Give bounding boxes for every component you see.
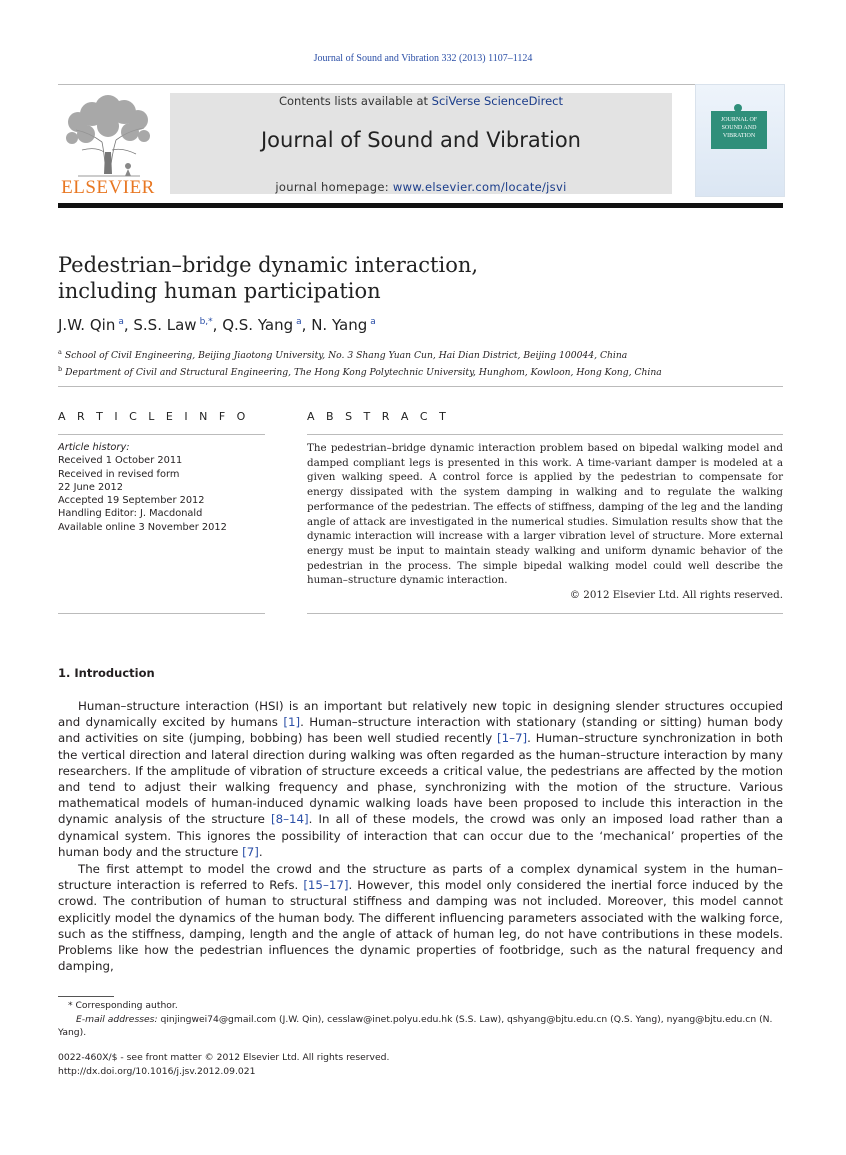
footnote-rule [58, 996, 114, 997]
author-name: S.S. Law [133, 316, 197, 334]
homepage-link[interactable]: www.elsevier.com/locate/jsvi [392, 180, 567, 194]
article-title: Pedestrian–bridge dynamic interaction, including human participation [58, 253, 479, 303]
history-item: Received 1 October 2011 [58, 455, 183, 467]
citation-link[interactable]: [7] [242, 844, 259, 859]
contents-line [170, 94, 672, 108]
citation-link[interactable]: [15–17] [303, 878, 349, 893]
paragraph-text: . Human–structure synchronization in both the vertical direction and lateral direction during walking was often regarded as the human–structure interaction by many researchers. If the amplitude of vibration of structure exceeds a critical value, the pedestrians are affected by the motion and tend to adjust their walking frequency and phase, synchronizing with the motion of the structure. Various mathematical models of human-induced dynamic walking loads have been proposed to include this interaction in the dynamic analysis of the structure [58, 731, 783, 827]
history-item: Handling Editor: J. Macdonald [58, 508, 203, 520]
abstract-copyright: © 2012 Elsevier Ltd. All rights reserved. [569, 589, 783, 601]
affiliation-text: Department of Civil and Structural Engineering, The Hong Kong Polytechnic University, Hunghom, Kowloon, Hong Kong, China [65, 366, 662, 378]
author-affil-link[interactable]: a [118, 317, 124, 327]
author-name: J.W. Qin [58, 316, 116, 334]
paragraph-text: . Human–structure interaction with stationary (standing or sitting) human body and activities on site (jumping, bobbing) has been well studied recently [58, 715, 783, 746]
sciencedirect-link[interactable]: SciVerse ScienceDirect [431, 94, 564, 108]
abstract-rule-bottom [307, 613, 783, 614]
article-info-heading: A R T I C L E I N F O [58, 410, 250, 423]
footnotes [58, 999, 783, 1040]
journal-title: Journal of Sound and Vibration [260, 128, 581, 152]
history-item: Available online 3 November 2012 [58, 521, 227, 533]
email-list[interactable]: qinjingwei74@gmail.com (J.W. Qin), cesslaw@inet.polyu.edu.hk (S.S. Law), qshyang@bjtu.edu.cn (Q.S. Yang), nyang@bjtu.edu.cn (N. Yang). [58, 1013, 773, 1038]
email-label: E-mail addresses: [76, 1013, 161, 1025]
citation-link[interactable]: [8–14] [271, 812, 309, 827]
author-affil-link[interactable]: a [296, 317, 302, 327]
affiliation [58, 346, 783, 363]
affiliation-marker: a [58, 348, 62, 356]
abstract-rule-top [307, 434, 783, 435]
article-info-rule-top [58, 434, 265, 435]
contents-prefix: Contents lists available at [278, 94, 432, 108]
author-affil-link[interactable]: a [370, 317, 376, 327]
affiliation-rule [58, 386, 783, 387]
homepage-line [170, 180, 672, 194]
citation-link[interactable]: [1–7] [497, 731, 528, 746]
paragraph-text: . In all of these models, the crowd was only an imposed load rather than a dynamical system. This ignores the possibility of interaction that can occur due to the ‘mechanical’ properties of the human body and the structure [58, 812, 783, 859]
author-affil-link[interactable]: b,* [199, 317, 213, 327]
intro-paragraph-2 [58, 861, 783, 974]
affiliation-text: School of Civil Engineering, Beijing Jiaotong University, No. 3 Shang Yuan Cun, Hai Dian District, Beijing 100044, China [64, 350, 628, 362]
citation-link[interactable]: [1] [283, 715, 301, 730]
elsevier-wordmark[interactable]: ELSEVIER [61, 177, 155, 198]
paragraph-text: The first attempt to model the crowd and the structure as parts of a complex dynamical system in the human–structure interaction is referred to Refs. [58, 862, 783, 893]
history-item: Received in revised form [58, 468, 180, 480]
article-info-rule-bottom [58, 613, 265, 614]
author-list: J.W. Qin $^a$, S.S. Law $^{b,*}$, Q.S. Yang $^a$, N. Yang $^a$ [58, 316, 376, 334]
paragraph-text: . [258, 844, 263, 859]
affiliation [58, 363, 783, 380]
history-item: 22 June 2012 [58, 481, 123, 493]
issn-line: 0022-460X/$ - see front matter © 2012 Elsevier Ltd. All rights reserved. [58, 1052, 390, 1063]
affiliation-marker: b [58, 364, 63, 373]
intro-paragraph-1 [58, 698, 783, 860]
corresponding-author-note: * Corresponding author. [68, 1000, 178, 1011]
paragraph-text: Human–structure interaction (HSI) is an important but relatively new topic in designing slender structures occupied and dynamically excited by humans [58, 699, 783, 730]
author-name: Q.S. Yang [222, 316, 294, 334]
front-matter [58, 1051, 783, 1078]
cover-title-text: JOURNAL OF SOUND AND VIBRATION [720, 117, 758, 139]
history-label: Article history: [58, 442, 130, 453]
history-item: Accepted 19 September 2012 [58, 495, 205, 507]
article-history [58, 441, 268, 534]
abstract-text: The pedestrian–bridge dynamic interaction problem based on bipedal walking model and damped compliant legs is presented in this work. A time-variant damper is modeled at a given walking speed. A control force is applied by the pedestrian to compensate for energy dissipated with the system damping in walking and to regulate the walking performance of the pedestrian. The effects of stiffness, damping of the leg and the landing angle of attack are investigated in the numerical studies. Simulation results show that the dynamic interaction will increase with a larger vibration level of structure. More external energy must be input to maintain steady walking and uniform dynamic behavior of the pedestrian in the process. The simple bipedal walking model could well describe the human–structure dynamic interaction. [307, 442, 783, 587]
email-addresses [58, 1013, 783, 1040]
author-name: N. Yang [311, 316, 368, 334]
paragraph-text: . However, this model only considered the inertial force induced by the crowd. The contribution of human to structural stiffness and damping was not included. Moreover, this model cannot explicitly model the dynamics of the human body. The different influencing parameters associated with the walking force, such as the stiffness, damping, length and the angle of attack of human leg, do not have contributions in these models. Problems like how the pedestrian influences the dynamic properties of footbridge, such as the natural frequency and damping, [58, 878, 783, 974]
affiliations [58, 346, 783, 379]
homepage-prefix: journal homepage: [275, 180, 393, 194]
introduction-heading: 1. Introduction [58, 666, 155, 680]
doi-link[interactable]: http://dx.doi.org/10.1016/j.jsv.2012.09.021 [58, 1065, 256, 1077]
running-header[interactable]: Journal of Sound and Vibration 332 (2013) 1107–1124 [313, 53, 533, 64]
header-thick-rule [58, 203, 783, 208]
header-top-rule [58, 84, 783, 85]
abstract-heading: A B S T R A C T [307, 410, 450, 423]
